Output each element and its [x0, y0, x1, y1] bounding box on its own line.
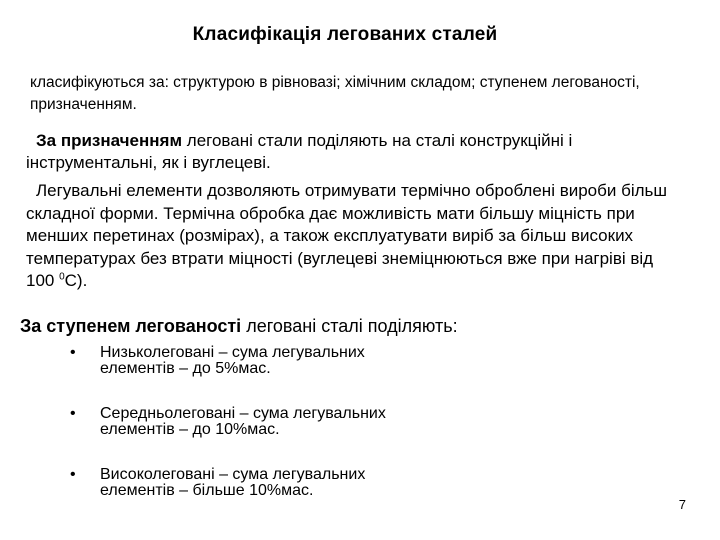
list-item-text: [100, 406, 620, 438]
list-item-line: елементів – до 5%мас.: [100, 360, 271, 377]
intro-paragraph: класифікуються за: структурою в рівновазі; хімічним складом; ступенем легованості, призначенням.: [30, 74, 640, 113]
list-item-line: елементів – до 10%мас.: [100, 421, 280, 438]
list-item-line: Низьколеговані – сума легувальних: [100, 344, 365, 361]
list-item-line: Середньолеговані – сума легувальних: [100, 405, 386, 422]
alloying-text: Легувальні елементи дозволяють отримувати термічно оброблені вироби більш складної форми. Термічна обробка дає можливість мати більшу міцність при менших перетинах (розмірах), а також експлуатувати виріб за більш високих температурах без втрати міцності (вуглецеві знеміцнюються вже при нагріві від 100: [26, 181, 668, 290]
list-item-text: [100, 345, 620, 377]
degree-superscript: 0: [59, 271, 65, 283]
bullet-icon: •: [70, 466, 76, 483]
list-item-line: Високолеговані – сума легувальних: [100, 466, 366, 483]
purpose-text: леговані стали поділяють на сталі конструкційні і інструментальні, як і вуглецеві.: [26, 131, 573, 172]
list-item-line: елементів – більше 10%мас.: [100, 482, 314, 499]
bullet-icon: •: [70, 344, 76, 361]
bullet-icon: •: [70, 405, 76, 422]
degree-text: леговані сталі поділяють:: [241, 316, 458, 336]
slide-title: Класифікація легованих сталей: [192, 24, 498, 45]
alloying-text-end: С).: [64, 271, 88, 290]
list-item-text: [100, 467, 620, 499]
purpose-lead: За призначенням: [36, 131, 183, 150]
degree-lead: За ступенем легованості: [20, 316, 242, 336]
page-number: 7: [678, 497, 686, 512]
